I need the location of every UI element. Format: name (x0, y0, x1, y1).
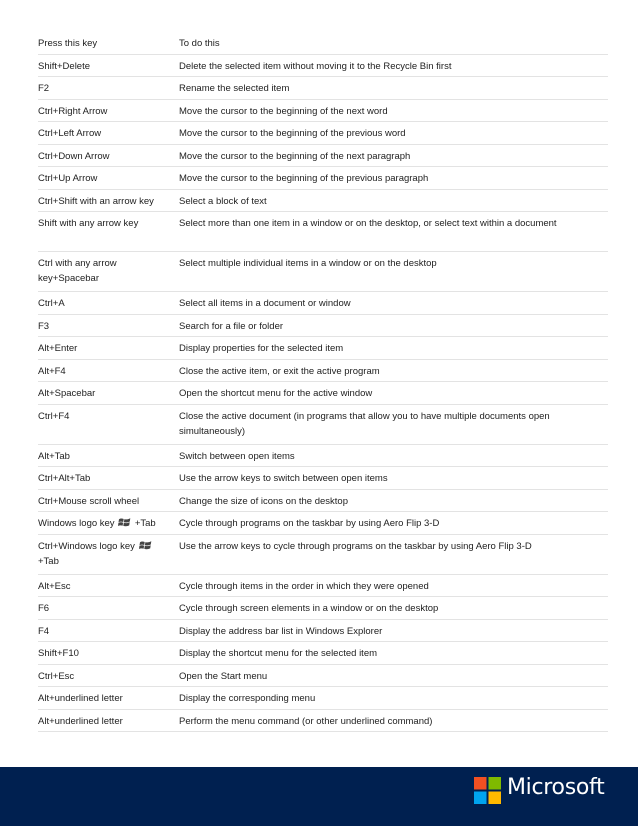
table-row (38, 405, 608, 445)
shortcut-key: F6 (38, 603, 50, 614)
table-row (38, 55, 608, 78)
table-row (38, 687, 608, 710)
shortcut-action: Cycle through programs on the taskbar by using Aero Flip 3-D (179, 518, 440, 529)
shortcut-action: Close the active document (in programs that allow you to have multiple documents open simultaneously) (179, 410, 550, 437)
table-row (38, 575, 608, 598)
shortcut-action: Move the cursor to the beginning of the previous word (179, 128, 406, 139)
shortcut-key: Ctrl+A (38, 298, 65, 309)
logo-square-yellow (489, 792, 502, 805)
logo-square-blue (474, 792, 487, 805)
table-row (38, 190, 608, 213)
shortcut-key: Ctrl+Left Arrow (38, 128, 102, 139)
shortcut-key: Alt+Spacebar (38, 388, 96, 399)
shortcut-key (38, 516, 179, 531)
shortcut-key: Alt+underlined letter (38, 715, 123, 727)
shortcut-key: F3 (38, 320, 50, 332)
table-row (38, 512, 608, 535)
shortcut-action: Rename the selected item (179, 83, 290, 94)
shortcut-action: Display the corresponding menu (179, 693, 316, 704)
shortcut-key: Ctrl+Right Arrow (38, 105, 108, 117)
shortcut-action: Select all items in a document or window (179, 298, 351, 309)
windows-logo-icon (118, 517, 131, 528)
table-row (38, 490, 608, 513)
table-row (38, 315, 608, 338)
shortcut-action: Search for a file or folder (179, 320, 284, 332)
shortcut-action: Select a block of text (179, 195, 267, 207)
shortcut-action: Display properties for the selected item (179, 343, 344, 354)
table-row (38, 145, 608, 168)
table-row (38, 382, 608, 405)
table-row (38, 710, 608, 733)
table-row (38, 665, 608, 688)
shortcut-key: Ctrl+F4 (38, 410, 70, 422)
shortcut-action: Display the address bar list in Windows Explorer (179, 625, 383, 637)
shortcut-key: Alt+Tab (38, 450, 70, 462)
shortcut-key: Ctrl+Mouse scroll wheel (38, 495, 140, 507)
shortcut-action: Use the arrow keys to cycle through programs on the taskbar by using Aero Flip 3-D (179, 540, 532, 552)
shortcut-key: Ctrl+Esc (38, 670, 75, 682)
shortcut-key: Alt+underlined letter (38, 693, 123, 704)
table-row (38, 337, 608, 360)
logo-square-red (474, 777, 487, 790)
windows-logo-icon (139, 540, 152, 551)
shortcut-action: Perform the menu command (or other underlined command) (179, 715, 433, 727)
shortcut-key: Ctrl with any arrow key+Spacebar (38, 258, 117, 284)
shortcut-key: Shift+F10 (38, 648, 79, 659)
table-header-row (38, 32, 608, 55)
shortcut-table (38, 32, 608, 732)
shortcut-key-text: Ctrl+Windows logo key (38, 540, 135, 552)
table-row (38, 252, 608, 292)
shortcut-action: Close the active item, or exit the active program (179, 365, 380, 377)
shortcut-key-text: +Tab (134, 518, 156, 529)
shortcut-action: Cycle through items in the order in which they were opened (179, 580, 429, 592)
table-row (38, 100, 608, 123)
shortcut-action: Open the Start menu (179, 670, 268, 682)
logo-square-green (489, 777, 502, 790)
shortcut-key: Ctrl+Up Arrow (38, 173, 98, 184)
shortcut-key (38, 539, 179, 569)
shortcut-key-text: +Tab (38, 555, 59, 567)
shortcut-key-text: Windows logo key (38, 518, 115, 529)
shortcut-action: Move the cursor to the beginning of the next word (179, 105, 388, 117)
shortcut-key: Shift+Delete (38, 60, 91, 72)
table-row (38, 167, 608, 190)
shortcut-key: F4 (38, 625, 50, 637)
shortcut-action: Display the shortcut menu for the selected item (179, 648, 378, 659)
table-row (38, 467, 608, 490)
shortcut-key: Alt+F4 (38, 365, 66, 377)
table-row (38, 360, 608, 383)
shortcut-key: Shift with any arrow key (38, 218, 139, 229)
shortcut-action: Use the arrow keys to switch between open items (179, 473, 388, 484)
shortcut-action: Move the cursor to the beginning of the previous paragraph (179, 173, 429, 184)
shortcut-action: Change the size of icons on the desktop (179, 495, 349, 507)
column-header-action: To do this (179, 38, 220, 49)
table-row (38, 212, 608, 252)
table-row (38, 445, 608, 468)
shortcut-key: Alt+Esc (38, 580, 71, 592)
shortcut-action: Select more than one item in a window or on the desktop, or select text within a document (179, 218, 557, 229)
table-row (38, 77, 608, 100)
shortcut-key: Ctrl+Alt+Tab (38, 473, 91, 484)
table-row (38, 292, 608, 315)
shortcut-key: Ctrl+Down Arrow (38, 150, 110, 162)
table-row (38, 620, 608, 643)
table-row (38, 642, 608, 665)
shortcut-action: Move the cursor to the beginning of the next paragraph (179, 150, 411, 162)
shortcut-action: Switch between open items (179, 450, 295, 462)
shortcut-key: Alt+Enter (38, 343, 78, 354)
shortcut-key: F2 (38, 83, 50, 94)
column-header-key: Press this key (38, 38, 98, 49)
table-row (38, 122, 608, 145)
shortcut-action: Cycle through screen elements in a window or on the desktop (179, 603, 439, 614)
shortcut-action: Delete the selected item without moving it to the Recycle Bin first (179, 60, 452, 72)
shortcut-key: Ctrl+Shift with an arrow key (38, 195, 154, 207)
microsoft-logo-icon (474, 777, 501, 804)
microsoft-wordmark: Microsoft (507, 775, 605, 800)
shortcut-action: Open the shortcut menu for the active window (179, 388, 373, 399)
table-row (38, 597, 608, 620)
table-row (38, 535, 608, 575)
shortcut-action: Select multiple individual items in a window or on the desktop (179, 258, 437, 269)
